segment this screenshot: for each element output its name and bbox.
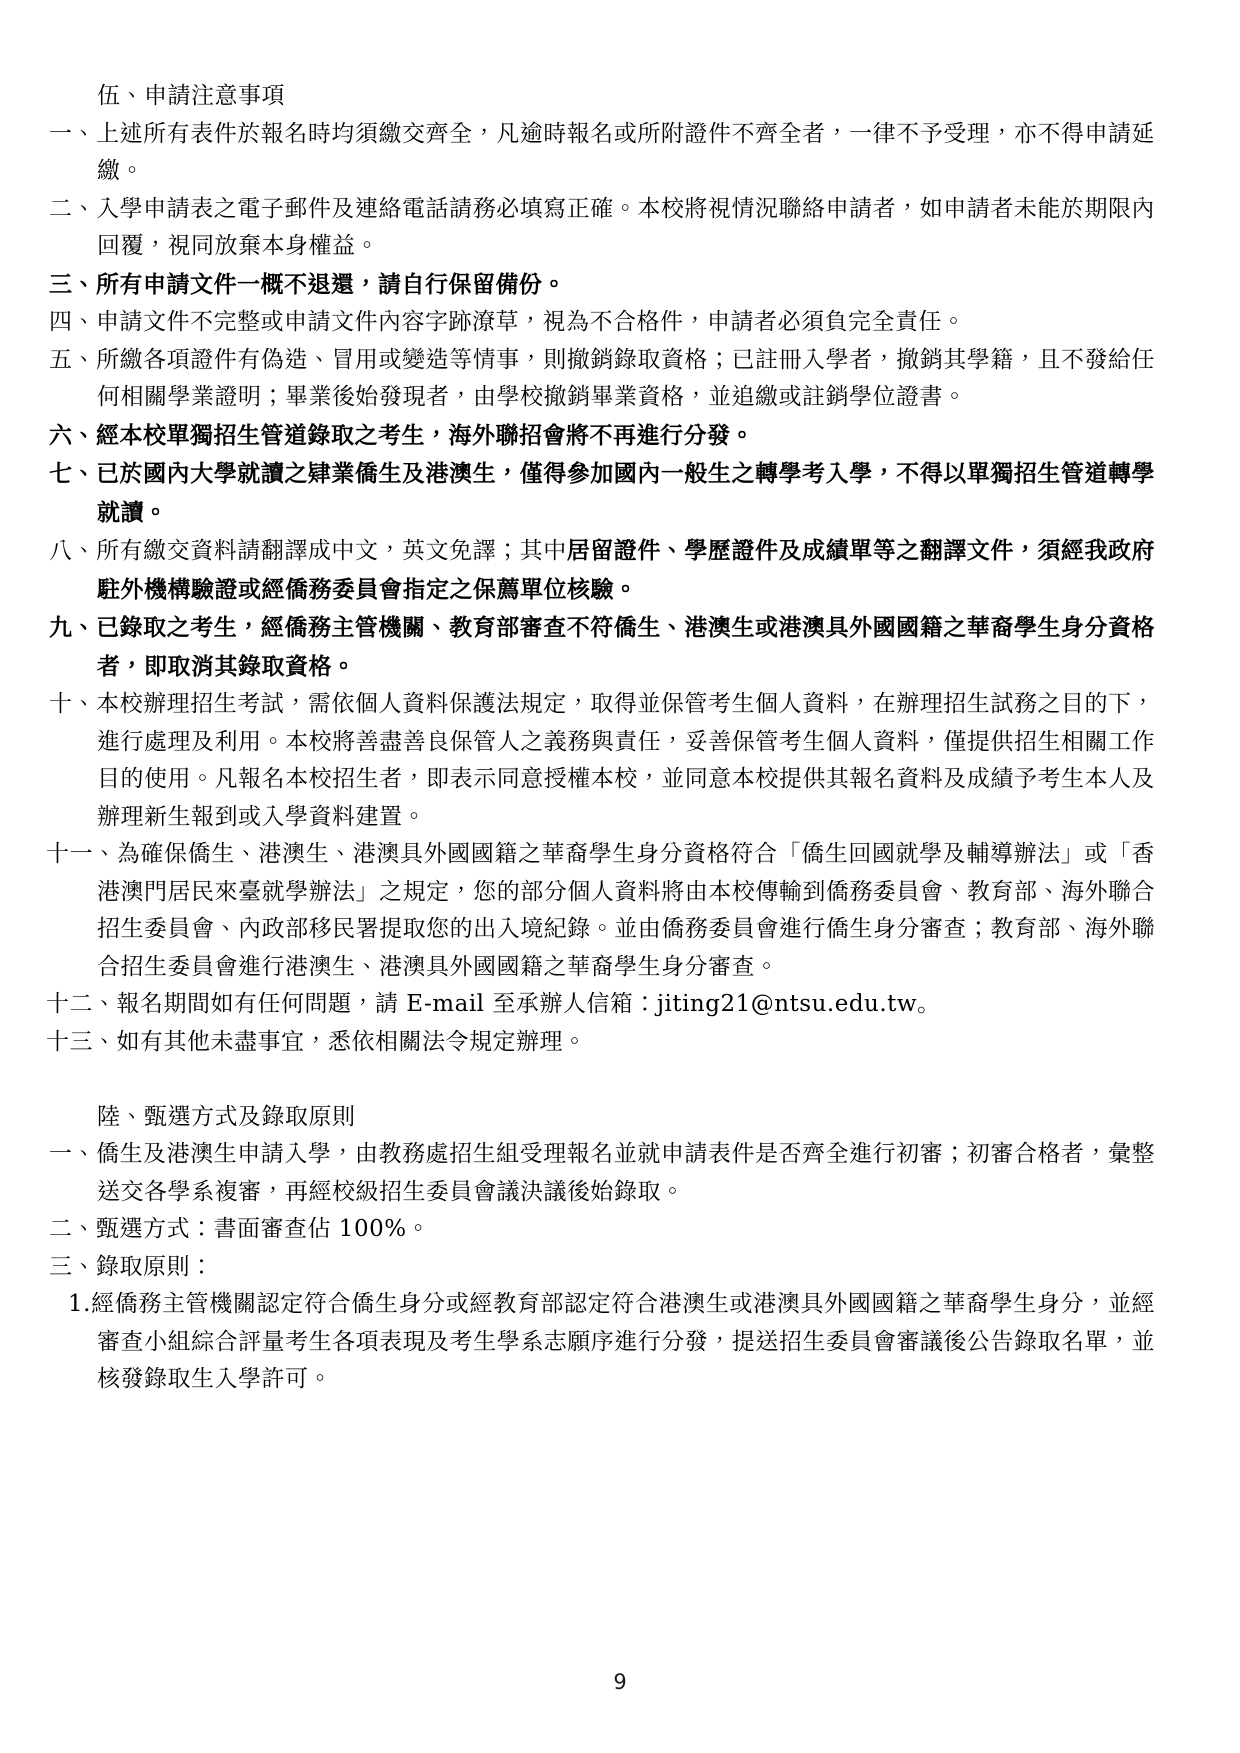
item-text: 僑生及港澳生申請入學，由教務處招生組受理報名並就申請表件是否齊全進行初審；初審合格者，彙整送交各學系複審，再經校級招生委員會議決議後始錄取。 [96, 1141, 1156, 1205]
list-item [49, 455, 1156, 532]
document-body [46, 78, 1156, 1399]
list-item [49, 609, 1156, 686]
item-text: 報名期間如有任何問題，請 E-mail 至承辦人信箱：jiting21@ntsu.edu.tw。 [116, 991, 941, 1017]
section-heading: 陸、甄選方式及錄取原則 [97, 1103, 356, 1130]
list-item [46, 836, 1156, 986]
item-text: 所有繳交資料請翻譯成中文，英文免譯；其中 [96, 538, 567, 564]
section-1 [46, 78, 1156, 1061]
item-text: 已錄取之考生，經僑務主管機關、教育部審查不符僑生、港澳生或港澳具外國國籍之華裔學生身分資格者，即取消其錄取資格。 [96, 614, 1156, 680]
list-item [49, 532, 1156, 609]
item-marker: 十、 [49, 691, 97, 717]
item-marker: 十三、 [46, 1028, 117, 1055]
item-text: 居留證件、學歷證件及成績單等之翻譯文件，須經我政府駐外機構驗證或經僑務委員會指定之保薦單位核驗。 [97, 537, 1156, 603]
item-marker: 一、 [49, 120, 97, 147]
list-item [49, 1211, 1155, 1249]
item-marker: 五、 [49, 346, 97, 373]
item-marker: 十二、 [46, 991, 117, 1017]
item-marker: 八、 [49, 538, 97, 564]
item-text: 申請文件不完整或申請文件內容字跡潦草，視為不合格件，申請者必須負完全責任。 [96, 309, 966, 335]
list-item [49, 266, 1155, 305]
item-text: 所有申請文件一概不退還，請自行保留備份。 [96, 270, 566, 298]
item-text: 所繳各項證件有偽造、冒用或變造等情事，則撤銷錄取資格；已註冊入學者，撤銷其學籍，且不發給任何相關學業證明；畢業後始發現者，由學校撤銷畢業資格，並追繳或註銷學位證書。 [96, 346, 1156, 410]
item-text: 本校辦理招生考試，需依個人資料保護法規定，取得並保管考生個人資料，在辦理招生試務之目的下，進行處理及利用。本校將善盡善良保管人之義務與責任，妥善保管考生個人資料，僅提供招生相關工作目的使用。凡報名本校招生者，即表示同意授權本校，並同意本校提供其報名資料及成績予考生本人及辦理新生報到或入學資料建置。 [96, 691, 1156, 830]
subitem-marker: 1. [68, 1291, 91, 1317]
list-item [49, 417, 1155, 456]
list-item [49, 686, 1156, 836]
item-marker: 九、 [49, 614, 97, 641]
item-marker: 二、 [49, 195, 97, 222]
item-text: 經本校單獨招生管道錄取之考生，海外聯招會將不再進行分發。 [96, 421, 754, 449]
section-2 [49, 1099, 1156, 1399]
item-marker: 二、 [49, 1216, 96, 1242]
list-item [49, 342, 1156, 417]
item-marker: 一、 [49, 1141, 97, 1167]
list-item [49, 116, 1156, 191]
item-marker: 七、 [49, 460, 97, 487]
item-marker: 四、 [49, 309, 96, 335]
item-marker: 十一、 [46, 841, 117, 867]
page-number: 9 [613, 1670, 627, 1694]
item-text: 已於國內大學就讀之肄業僑生及港澳生，僅得參加國內一般生之轉學考入學，不得以單獨招生管道轉學就讀。 [96, 460, 1156, 526]
item-marker: 六、 [49, 421, 96, 449]
sub-list-item [68, 1286, 1155, 1399]
section-heading: 伍、申請注意事項 [97, 83, 285, 109]
item-marker: 三、 [49, 1253, 96, 1280]
item-text: 錄取原則： [96, 1253, 214, 1280]
list-item [46, 1024, 1155, 1062]
item-text: 甄選方式：書面審查佔 100%。 [96, 1216, 431, 1242]
list-item [49, 1136, 1156, 1211]
item-marker: 三、 [49, 270, 96, 298]
list-item [49, 1249, 1155, 1287]
item-text: 入學申請表之電子郵件及連絡電話請務必填寫正確。本校將視情況聯絡申請者，如申請者未能於期限內回覆，視同放棄本身權益。 [96, 195, 1156, 259]
list-item [46, 986, 1155, 1024]
list-item [49, 191, 1156, 266]
item-text: 如有其他未盡事宜，悉依相關法令規定辦理。 [116, 1028, 587, 1055]
list-item [49, 304, 1155, 342]
item-text: 為確保僑生、港澳生、港澳具外國國籍之華裔學生身分資格符合「僑生回國就學及輔導辦法」或「香港澳門居民來臺就學辦法」之規定，您的部分個人資料將由本校傳輸到僑務委員會、教育部、海外聯合招生委員會、內政部移民署提取您的出入境紀錄。並由僑務委員會進行僑生身分審查；教育部、海外聯合招生委員會進行港澳生、港澳具外國國籍之華裔學生身分審查。 [97, 841, 1156, 980]
subitem-text: 經僑務主管機關認定符合僑生身分或經教育部認定符合港澳生或港澳具外國國籍之華裔學生身分，並經審查小組綜合評量考生各項表現及考生學系志願序進行分發，提送招生委員會審議後公告錄取名單，並核發錄取生入學許可。 [90, 1291, 1155, 1392]
item-text: 上述所有表件於報名時均須繳交齊全，凡逾時報名或所附證件不齊全者，一律不予受理，亦不得申請延繳。 [96, 120, 1156, 184]
